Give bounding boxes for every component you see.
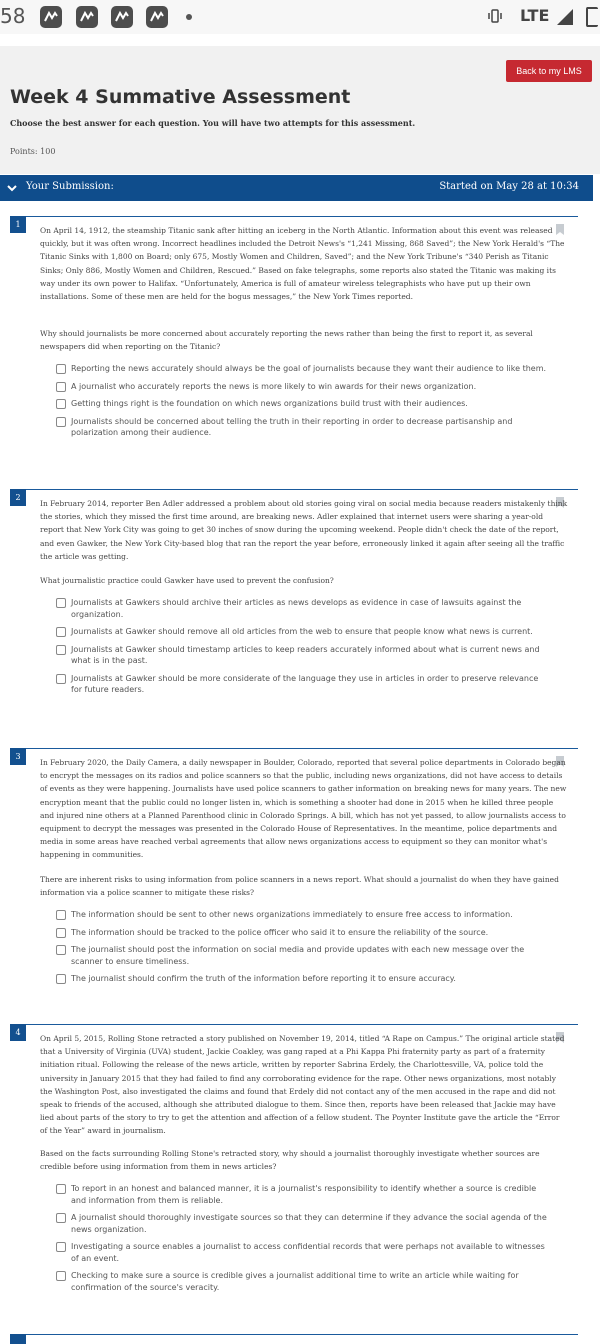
answer-checkbox[interactable] <box>56 1242 66 1252</box>
app-notification-icon <box>146 6 168 28</box>
answer-checkbox[interactable] <box>56 598 66 608</box>
battery-icon <box>586 7 598 27</box>
app-notification-icon <box>111 6 133 28</box>
answer-checkbox[interactable] <box>56 382 66 392</box>
vibrate-icon <box>487 8 503 24</box>
question-prompt: Why should journalists be more concerned about accurately reporting the news rather than being the first to report it, as several newspapers did when reporting on the Titanic? <box>40 329 533 351</box>
answer-option[interactable]: The journalist should confirm the truth of the information before reporting it to ensure accuracy. <box>56 973 556 985</box>
answer-option[interactable]: Journalists at Gawker should remove all old articles from the web to ensure that people know what news is current. <box>56 626 556 638</box>
answer-checkbox[interactable] <box>56 1213 66 1223</box>
answer-checkbox[interactable] <box>56 1271 66 1281</box>
answer-checkbox[interactable] <box>56 674 66 684</box>
question-prompt: What journalistic practice could Gawker have used to prevent the confusion? <box>40 576 334 585</box>
app-notification-icon <box>76 6 98 28</box>
answer-options <box>56 597 556 702</box>
answer-option[interactable]: The journalist should post the information on social media and provide updates with each new message over the scanner to ensure timeliness. <box>56 944 556 967</box>
submission-label: Your Submission: <box>26 181 114 192</box>
status-time: 58 <box>0 4 26 28</box>
back-to-lms-button[interactable]: Back to my LMS <box>506 60 592 82</box>
answer-checkbox[interactable] <box>56 364 66 374</box>
answer-checkbox[interactable] <box>56 910 66 920</box>
question-1 <box>10 216 578 456</box>
more-notifications-icon <box>186 14 192 20</box>
question-passage: On April 14, 1912, the steamship Titanic sank after hitting an iceberg in the North Atlantic. Information about this event was released quickly, but it was often wrong. Incorrect headlines included the Detroit News's “1,241 Missing, 868 Saved”; the New York Herald's “The Titanic Sinks with 1,800 on Board; only 675, Mostly Women and Children, Saved”; and the New York Tribune's “340 Perish as Titanic Sinks; Only 886, Mostly Women and Children, Rescued.” Based on fake telegraphs, some reports also stated the Titanic was making its way under its own power to Halifax. “Unfortunately, America is full of amateur wireless telegraphists who have put up their own installations. Some of these men are held for the bogus messages,” the New York Times reported. <box>40 226 565 302</box>
answer-option[interactable]: Reporting the news accurately should always be the goal of journalists because they want their audience to like them. <box>56 363 556 375</box>
question-divider <box>10 748 578 749</box>
answer-option[interactable]: Journalists at Gawkers should archive their articles as news develops as evidence in case of lawsuits against the organization. <box>56 597 556 620</box>
instructions: Choose the best answer for each question. You will have two attempts for this assessment. <box>10 118 416 128</box>
question-divider <box>10 489 578 490</box>
chevron-down-icon[interactable] <box>6 182 18 194</box>
answer-option[interactable]: Journalists should be concerned about telling the truth in their reporting in order to decrease partisanship and polarization among their audience. <box>56 416 556 439</box>
question-number-badge <box>10 1334 26 1344</box>
answer-options <box>56 1183 556 1299</box>
question-passage: In February 2020, the Daily Camera, a daily newspaper in Boulder, Colorado, reported that several police departments in Colorado began to encrypt the messages on its radios and police scanners so that the public, including news organizations, did not have access to details of events as they were happening. Journalists have used police scanners to gather information on breaking news for many years. The new encryption meant that the public could no longer listen in, which is something a shooter had done in 2015 when he killed three people and injured nine others at a Planned Parenthood clinic in Colorado Springs. A bill, which has not yet passed, to allow journalists access to equipment to decrypt the messages was presented in the Colorado House of Representatives. In the meantime, police departments and media in some areas have reached verbal agreements that allow news organizations access to equipment so they can monitor what's happening in communities. <box>40 758 567 860</box>
question-passage: In February 2014, reporter Ben Adler addressed a problem about old stories going viral on social media because readers mistakenly think the stories, which they missed the first time around, are breaking news. Adler explained that internet users were sharing a year-old report that New York City was going to get 30 inches of snow during the upcoming weekend. People didn't check the date of the report, and even Gawker, the New York City-based blog that ran the report the year before, erroneously linked it again after seeing all the traffic the article was getting. <box>40 499 568 561</box>
question-number: 2 <box>10 489 26 506</box>
question-divider <box>10 216 578 217</box>
submission-bar[interactable] <box>0 175 593 201</box>
answer-checkbox[interactable] <box>56 1184 66 1194</box>
answer-option[interactable]: To report in an honest and balanced manner, it is a journalist's responsibility to identify whether a source is credible and information from them is reliable. <box>56 1183 556 1206</box>
question-number: 3 <box>10 748 26 765</box>
answer-option[interactable]: The information should be tracked to the police officer who said it to ensure the reliability of the source. <box>56 927 556 939</box>
question-divider <box>10 1334 578 1335</box>
question-divider <box>10 1024 578 1025</box>
page-title: Week 4 Summative Assessment <box>10 86 351 108</box>
answer-option[interactable]: Journalists at Gawker should timestamp articles to keep readers accurately informed about what is current news and what is in the past. <box>56 644 556 667</box>
points: Points: 100 <box>10 147 56 156</box>
question-prompt: Based on the facts surrounding Rolling Stone's retracted story, why should a journalist thoroughly investigate whether sources are credible before using information from them in news articles? <box>40 1149 540 1171</box>
started-timestamp: Started on May 28 at 10:34 <box>439 181 579 192</box>
question-4 <box>10 1024 578 1314</box>
answer-checkbox[interactable] <box>56 399 66 409</box>
answer-option[interactable]: A journalist who accurately reports the news is more likely to win awards for their news organization. <box>56 381 556 393</box>
answer-checkbox[interactable] <box>56 417 66 427</box>
answer-options <box>56 363 556 445</box>
answer-option[interactable]: Investigating a source enables a journalist to access confidential records that were perhaps not available to witnesses of an event. <box>56 1241 556 1264</box>
signal-icon <box>556 8 574 26</box>
answer-checkbox[interactable] <box>56 928 66 938</box>
answer-option[interactable]: The information should be sent to other news organizations immediately to ensure free access to information. <box>56 909 556 921</box>
answer-checkbox[interactable] <box>56 974 66 984</box>
app-notification-icon <box>40 6 62 28</box>
answer-checkbox[interactable] <box>56 645 66 655</box>
question-number: 1 <box>10 216 26 233</box>
question-2 <box>10 489 578 719</box>
answer-option[interactable]: A journalist should thoroughly investigate sources so that they can determine if they advance the social agenda of the news organization. <box>56 1212 556 1235</box>
question-passage: On April 5, 2015, Rolling Stone retracted a story published on November 19, 2014, titled “A Rape on Campus.” The original article stated that a University of Virginia (UVA) student, Jackie Coakley, was gang raped at a Phi Kappa Phi fraternity party as part of a fraternity initiation ritual. Following the release of the news article, written by reporter Sabrina Erdely, the Charlottesville, VA, police told the university in January 2015 that they had failed to find any corroborating evidence for the rape. Other news organizations, most notably the Washington Post, also investigated the claims and found that Erdely did not contact any of the men accused in the rape and did not speak to friends of the accused, although she attributed dialogue to them. Since then, reports have been released that Jackie may have lied about parts of the story to try to get the attention and affection of a fellow student. The Poynter Institute gave the article the “Error of the Year” award in journalism. <box>40 1034 565 1136</box>
question-number: 4 <box>10 1024 26 1041</box>
network-type: LTE <box>520 6 550 25</box>
answer-options <box>56 909 556 991</box>
answer-checkbox[interactable] <box>56 945 66 955</box>
question-prompt: There are inherent risks to using information from police scanners in a news report. What should a journalist do when they have gained information via a police scanner to mitigate these risks? <box>40 875 559 897</box>
answer-option[interactable]: Checking to make sure a source is credible gives a journalist additional time to write an article while waiting for confirmation of the source's veracity. <box>56 1270 556 1293</box>
answer-checkbox[interactable] <box>56 627 66 637</box>
answer-option[interactable]: Journalists at Gawker should be more considerate of the language they use in articles in order to preserve relevance for future readers. <box>56 673 556 696</box>
status-bar <box>0 0 600 34</box>
answer-option[interactable]: Getting things right is the foundation on which news organizations build trust with their audiences. <box>56 398 556 410</box>
question-3 <box>10 748 578 998</box>
